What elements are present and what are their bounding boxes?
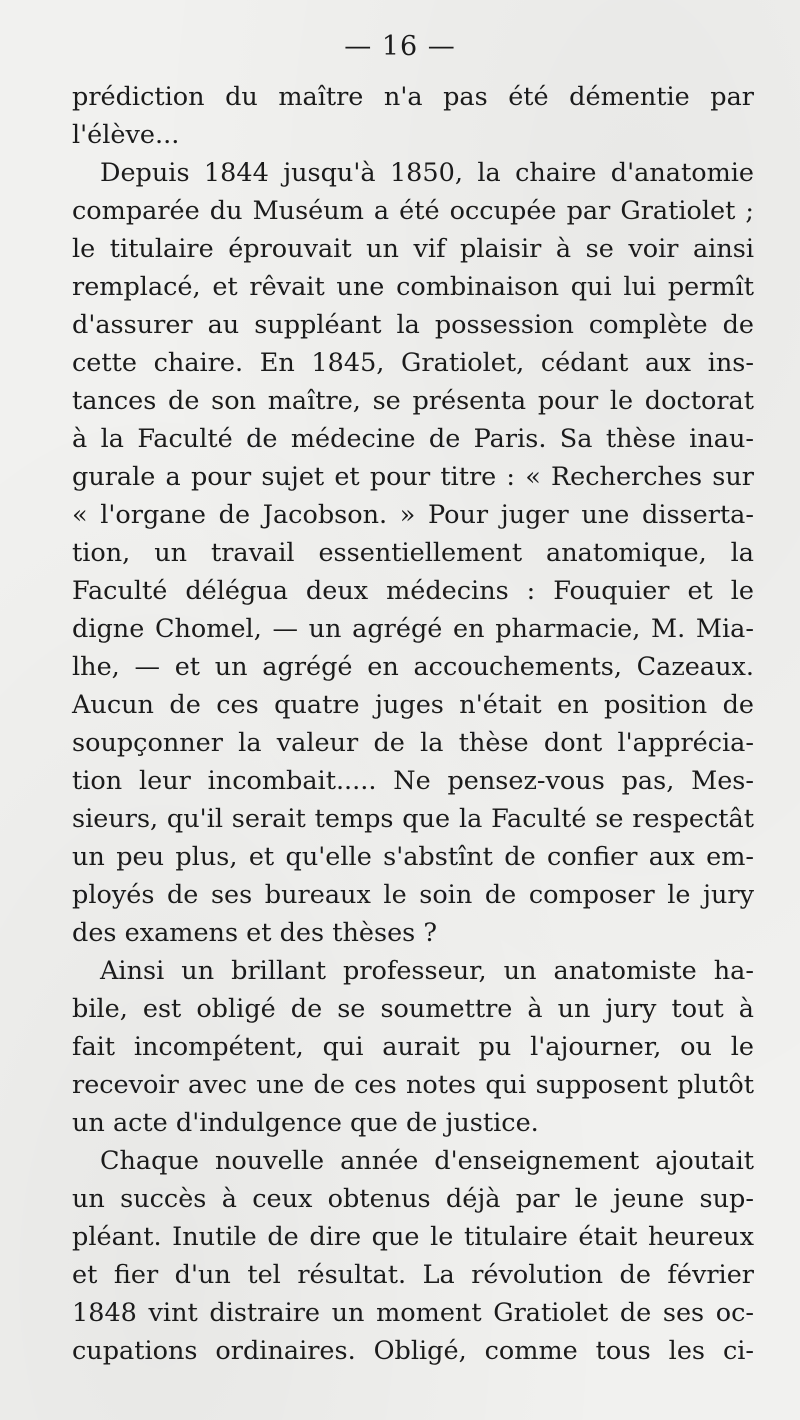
text-line: Faculté délégua deux médecins : Fouquier et le: [72, 576, 754, 606]
text-line: sieurs, qu'il serait temps que la Faculté se respectât: [72, 804, 754, 834]
text-line: et fier d'un tel résultat. La révolution de février: [72, 1260, 754, 1290]
text-line: bile, est obligé de se soumettre à un jury tout à: [72, 994, 754, 1024]
text-line: comparée du Muséum a été occupée par Gratiolet ;: [72, 196, 754, 226]
text-line: un peu plus, et qu'elle s'abstînt de confier aux em-: [72, 842, 754, 872]
text-line: 1848 vint distraire un moment Gratiolet de ses oc-: [72, 1298, 754, 1328]
text-line: un acte d'indulgence que de justice.: [72, 1108, 539, 1138]
text-line: cupations ordinaires. Obligé, comme tous les ci-: [72, 1336, 754, 1366]
text-line: digne Chomel, — un agrégé en pharmacie, M. Mia-: [72, 614, 754, 644]
text-line: le titulaire éprouvait un vif plaisir à se voir ainsi: [72, 234, 754, 264]
text-line: prédiction du maître n'a pas été démentie par: [72, 82, 754, 112]
text-line: tion leur incombait..... Ne pensez-vous pas, Mes-: [72, 766, 754, 796]
text-line: un succès à ceux obtenus déjà par le jeune sup-: [72, 1184, 754, 1214]
text-line: des examens et des thèses ?: [72, 918, 438, 948]
text-line: Aucun de ces quatre juges n'était en position de: [72, 690, 754, 720]
text-line: Chaque nouvelle année d'enseignement ajoutait: [100, 1146, 754, 1176]
text-line: Ainsi un brillant professeur, un anatomiste ha-: [100, 956, 754, 986]
text-line: tion, un travail essentiellement anatomique, la: [72, 538, 754, 568]
text-line: recevoir avec une de ces notes qui supposent plutôt: [72, 1070, 754, 1100]
text-line: ployés de ses bureaux le soin de composer le jury: [72, 880, 754, 910]
text-line: cette chaire. En 1845, Gratiolet, cédant aux ins-: [72, 348, 754, 378]
text-line: Depuis 1844 jusqu'à 1850, la chaire d'anatomie: [100, 158, 754, 188]
text-line: remplacé, et rêvait une combinaison qui lui permît: [72, 272, 754, 302]
page-number: — 16 —: [344, 31, 456, 62]
text-line: tances de son maître, se présenta pour le doctorat: [72, 386, 754, 416]
text-line: lhe, — et un agrégé en accouchements, Cazeaux.: [72, 652, 754, 682]
text-line: à la Faculté de médecine de Paris. Sa thèse inau-: [72, 424, 754, 454]
text-line: l'élève...: [72, 120, 180, 150]
body-text: [72, 78, 754, 1370]
text-line: gurale a pour sujet et pour titre : « Recherches sur: [72, 462, 754, 492]
text-line: pléant. Inutile de dire que le titulaire était heureux: [72, 1222, 754, 1252]
text-line: soupçonner la valeur de la thèse dont l'apprécia-: [72, 728, 754, 758]
text-line: « l'organe de Jacobson. » Pour juger une disserta-: [72, 500, 754, 530]
text-line: d'assurer au suppléant la possession complète de: [72, 310, 754, 340]
text-line: fait incompétent, qui aurait pu l'ajourner, ou le: [72, 1032, 754, 1062]
